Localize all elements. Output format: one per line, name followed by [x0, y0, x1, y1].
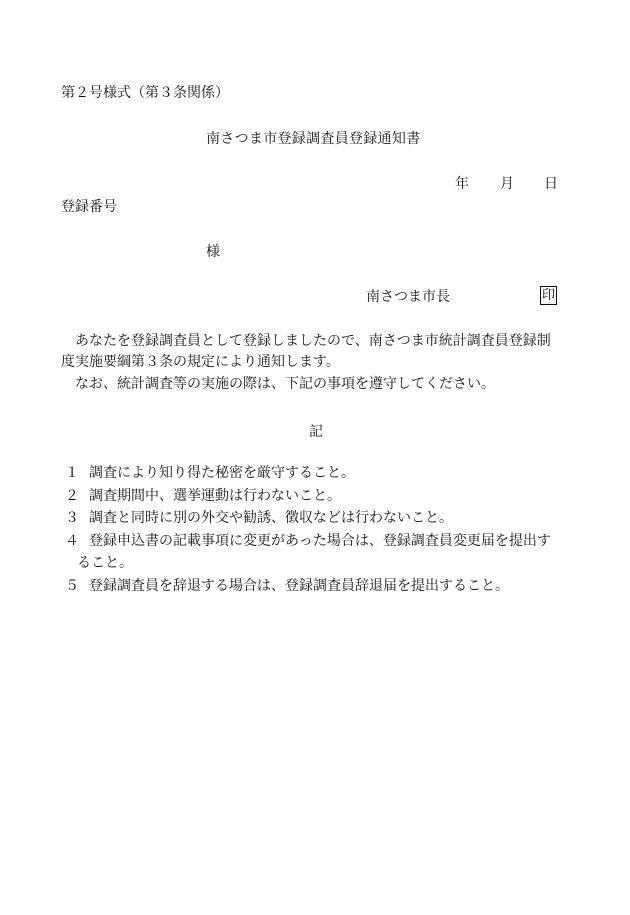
list-item-text: 調査期間中、選挙運動は行わないこと。 [89, 487, 341, 504]
list-item-text: 登録調査員を辞退する場合は、登録調査員辞退届を提出すること。 [89, 577, 509, 594]
list-item [61, 507, 591, 530]
list-item [61, 530, 591, 575]
registration-number-label: 登録番号 [61, 199, 117, 215]
list-item-number: ３ [65, 510, 79, 526]
list-item-number: ４ [65, 532, 79, 549]
list-item-number: ５ [65, 577, 79, 594]
issuer-name: 南さつま市長 [366, 289, 450, 305]
date-year-label: 年 [455, 176, 469, 192]
paragraph-line: 度実施要綱第３条の規定により通知します。 [61, 354, 340, 370]
paragraph-line: あなたを登録調査員として登録しましたので、南さつま市統計調査員登録制 [61, 333, 551, 349]
list-item-number: １ [65, 465, 79, 481]
addressee-suffix: 様 [206, 244, 220, 260]
list-item [61, 462, 591, 485]
form-number: 第２号様式（第３条関係） [61, 85, 229, 101]
list-item-text: 登録申込書の記載事項に変更があった場合は、登録調査員変更届を提出す [89, 532, 551, 549]
rules-list [61, 462, 591, 597]
compliance-paragraph [61, 374, 581, 395]
list-item-text: 調査と同時に別の外交や勧誘、徴収などは行わないこと。 [89, 510, 453, 526]
list-item-text: 調査により知り得た秘密を厳守すること。 [89, 465, 355, 481]
notification-paragraph [61, 331, 581, 373]
list-item-text-continued: ること。 [77, 555, 133, 571]
list-item [61, 575, 591, 598]
seal-stamp: 印 [541, 288, 555, 303]
ki-heading: 記 [309, 424, 323, 440]
list-item-number: ２ [65, 487, 79, 504]
date-day-label: 日 [544, 176, 558, 192]
paragraph-line: なお、統計調査等の実施の際は、下記の事項を遵守してください。 [61, 376, 495, 392]
document-title: 南さつま市登録調査員登録通知書 [206, 131, 421, 147]
list-item [61, 485, 591, 508]
date-month-label: 月 [500, 176, 514, 192]
